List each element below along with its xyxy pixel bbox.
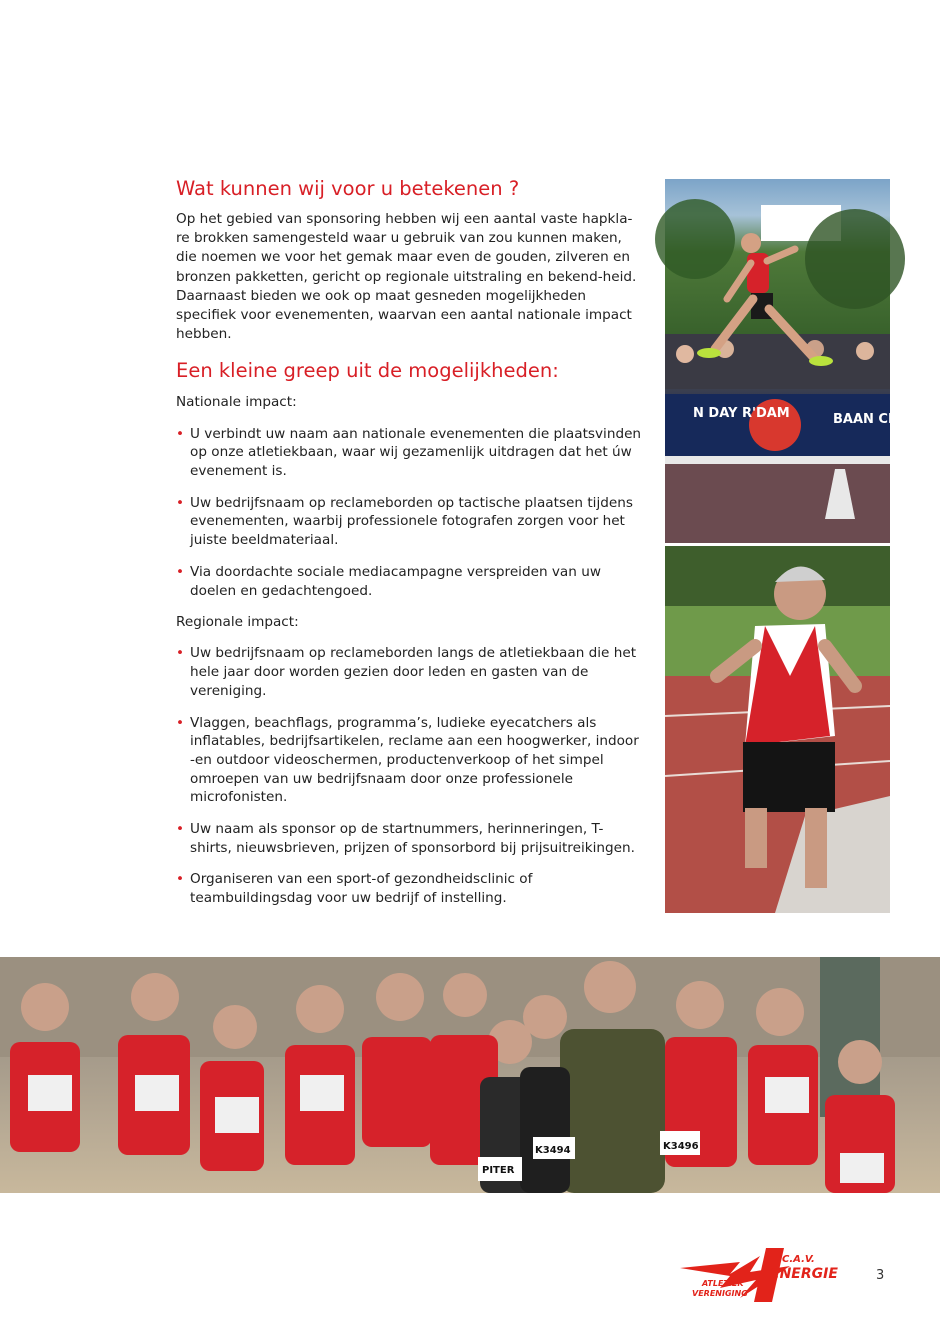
cav-energie-logo <box>680 1248 846 1306</box>
bullet-icon: • <box>176 714 185 731</box>
list-item: • Vlaggen, beachflags, programma’s, ludieke eyecatchers als inflatables, bedrijfsartikelen, reclame aan een hoogwerker, indoor -en outdoor videoschermen, productenverkoop of het simpel omroepen van uw bedrijfsnaam door onze professionele microfonisten. <box>176 714 639 806</box>
banner-left-text: N DAY R'DAM <box>693 406 790 421</box>
bullet-icon: • <box>176 645 185 662</box>
list-item: • Uw naam als sponsor op de startnummers, herinneringen, T-shirts, nieuwsbrieven, prijzen of sponsorbord bij prijsuitreikingen. <box>176 821 635 856</box>
subheading-nationale-impact: Nationale impact: <box>176 394 297 411</box>
banner-right-text: BAAN CIRCUIT <box>833 412 937 427</box>
section-heading-mogelijkheden: Een kleine greep uit de mogelijkheden: <box>176 359 559 383</box>
list-item: • Organiseren van een sport-of gezondheidsclinic of teambuildingsdag voor uw bedrijf of instelling. <box>176 871 533 907</box>
list-item: • U verbindt uw naam aan nationale evenementen die plaatsvinden op onze atletiekbaan, waar wij gezamenlijk uitdragen dat het úw evenement is. <box>176 425 642 480</box>
subheading-regionale-impact: Regionale impact: <box>176 614 299 631</box>
youth-group-illustration <box>0 957 940 1193</box>
steeplechase-illustration <box>665 179 937 543</box>
list-regionale-impact <box>176 644 644 907</box>
list-item: • Via doordachte sociale mediacampagne verspreiden van uw doelen en gedachtengoed. <box>176 563 601 599</box>
logo-line-3: ATLETIEK <box>702 1279 744 1288</box>
main-text-column <box>176 176 644 921</box>
logo-bolt-icon <box>680 1248 846 1306</box>
logo-line-2: ENERGIE <box>770 1266 838 1282</box>
bullet-icon: • <box>176 821 185 838</box>
bib-number: PITER <box>482 1165 515 1176</box>
photo-steeplechase-runner <box>665 179 937 543</box>
list-nationale-impact <box>176 425 644 601</box>
bullet-icon: • <box>176 425 185 442</box>
bib-number: K3494 <box>535 1145 571 1156</box>
bib-number: K3496 <box>663 1141 699 1152</box>
intro-paragraph: Op het gebied van sponsoring hebben wij een aantal vaste hapkla-re brokken samengesteld waar u gebruik van zou kunnen maken, die noemen we voor het gemak maar even de gouden, zilveren en bronzen pakketten, gericht op regionale uitstraling en bekend-heid. Daarnaast bieden we ook op maat gesneden mogelijkheden specifiek voor evenementen, waarvan een aantal nationale impact hebben. <box>176 211 637 343</box>
bullet-icon: • <box>176 871 185 888</box>
logo-line-4: VERENIGING <box>692 1289 748 1298</box>
bullet-icon: • <box>176 494 185 511</box>
photo-youth-group <box>0 957 940 1193</box>
senior-runner-illustration <box>665 546 890 913</box>
section-heading-wat-kunnen: Wat kunnen wij voor u betekenen ? <box>176 177 520 200</box>
bullet-icon: • <box>176 563 185 580</box>
list-item: • Uw bedrijfsnaam op reclameborden langs de atletiekbaan die het hele jaar door worden gezien door leden en gasten van de vereniging. <box>176 645 637 699</box>
page-number: 3 <box>876 1268 885 1283</box>
logo-line-1: C.A.V. <box>782 1254 815 1265</box>
photo-senior-runner <box>665 546 890 913</box>
list-item: • Uw bedrijfsnaam op reclameborden op tactische plaatsen tijdens evenementen, waarbij professionele fotografen zorgen voor het juiste beeldmateriaal. <box>176 494 633 549</box>
